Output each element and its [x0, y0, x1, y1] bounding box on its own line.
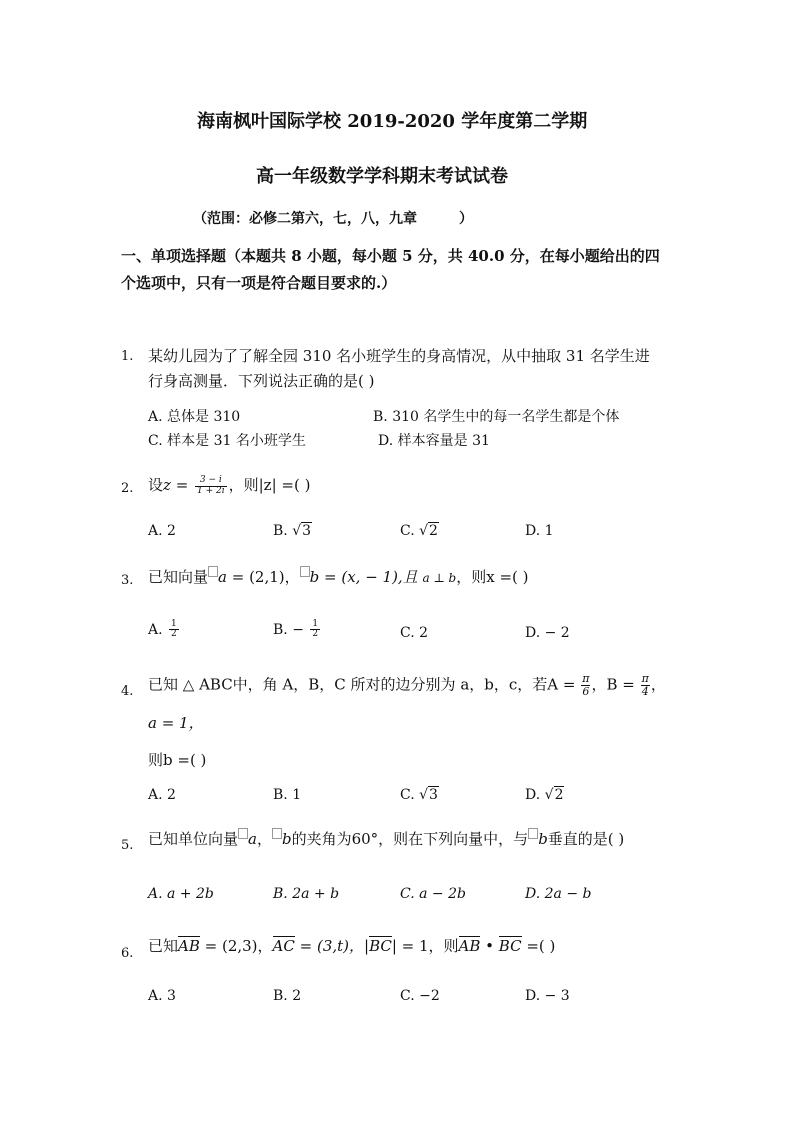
q5-option-a: A. a + 2b [148, 886, 214, 902]
q2-option-a: A. 2 [148, 523, 176, 539]
q4-angle-b-fraction [641, 673, 650, 698]
section-heading-line1: 一、单项选择题（本题共 8 小题，每小题 5 分，共 40.0 分，在每小题给出的四 [121, 247, 660, 265]
q5-option-b: B. 2a + b [273, 886, 340, 902]
q3-option-b-prefix: B. − [273, 621, 309, 638]
q4-angle-a-fraction [581, 673, 590, 698]
q3-option-a [148, 620, 181, 640]
q3-perp-condition: a ⊥ b [422, 571, 457, 585]
q2-option-c-radicand: 2 [429, 523, 438, 539]
q6-stem-p4: | = 1，则 [391, 937, 459, 955]
q6-dot: • [480, 937, 499, 955]
q5-stem-p3: 的夹角为60°，则在下列向量中，与 [291, 830, 529, 848]
section-heading-line2: 个选项中，只有一项是符合题目要求的.） [121, 274, 397, 292]
q2-equals: = [170, 476, 194, 494]
q5-stem [148, 828, 624, 849]
q2-stem [148, 474, 310, 496]
q4-stem-line2: a = 1， [148, 714, 204, 732]
q3-stem [148, 566, 529, 587]
q4-stem-line3: 则b =( ) [148, 751, 207, 769]
q4-stem-p1: 已知 △ ABC中，角 A，B，C 所对的边分别为 a，b，c，若A = [148, 675, 581, 694]
sqrt-icon: √3 [419, 787, 438, 803]
q2-option-d: D. 1 [525, 523, 554, 539]
q4-number: 4. [121, 684, 134, 699]
vector-arrow-icon [272, 828, 282, 839]
q6-vector-bc: BC [369, 937, 392, 955]
q3-option-a-denominator: 2 [171, 629, 177, 640]
q6-stem-p3: = (3,t)，| [294, 937, 370, 955]
q6-stem-p1: 已知 [148, 937, 179, 955]
q2-variable-z: z [163, 476, 171, 494]
q4-option-c-radicand: 3 [429, 787, 438, 803]
q3-stem-p3: = (x, − 1),且 [319, 568, 423, 586]
q4-stem-p2: ，B = [591, 675, 640, 694]
q2-option-b-radicand: 3 [302, 523, 312, 539]
q5-vector-a: a [248, 830, 257, 848]
q3-option-c: C. 2 [400, 625, 429, 641]
exam-scope: （范围：必修二第六，七，八，九章 ） [193, 211, 473, 227]
q2-option-c [400, 523, 439, 539]
q3-option-a-fraction [169, 620, 179, 640]
q2-number: 2. [121, 481, 134, 496]
sqrt-icon: √3 [292, 523, 312, 539]
q3-option-b-numerator: 1 [312, 619, 319, 629]
q3-option-a-prefix: A. [148, 621, 168, 638]
q2-stem-prefix: 设 [148, 476, 164, 494]
q6-vector-ac: AC [272, 937, 295, 955]
exam-subject-title: 高一年级数学学科期末考试试卷 [256, 166, 508, 187]
q4-stem-p3: ， [650, 675, 666, 694]
q3-number: 3. [121, 573, 134, 588]
q3-vector-a: a [218, 568, 227, 586]
q4-option-d-radicand: 2 [554, 787, 564, 803]
q4-angle-b-denominator: 4 [641, 685, 649, 699]
q3-option-b-denominator: 2 [312, 629, 319, 640]
q1-option-d: D. 样本容量是 31 [378, 433, 490, 449]
q1-option-b: B. 310 名学生中的每一名学生都是个体 [373, 409, 620, 425]
q3-stem-p2: = (2,1)， [226, 568, 300, 586]
q6-option-d: D. − 3 [525, 988, 570, 1004]
q2-option-b [273, 523, 312, 539]
q2-option-b-prefix: B. [273, 523, 293, 539]
q3-option-d: D. − 2 [525, 625, 570, 641]
q1-stem-line2: 行身高测量．下列说法正确的是( ) [148, 372, 375, 390]
q6-vector-ab: AB [178, 937, 200, 955]
q1-number: 1. [121, 349, 134, 364]
vector-arrow-icon [208, 566, 218, 577]
q4-option-c [400, 787, 439, 803]
q1-option-a: A. 总体是 310 [148, 409, 241, 425]
q4-angle-b-numerator: π [641, 672, 649, 685]
q6-vector-ab2: AB [458, 937, 481, 955]
q6-option-b: B. 2 [273, 988, 302, 1004]
q2-fraction-numerator: 3 − i [195, 476, 227, 486]
q4-option-c-prefix: C. [400, 787, 420, 803]
q6-stem-p5: =( ) [521, 937, 556, 955]
q6-number: 6. [121, 946, 134, 961]
q5-option-c: C. a − 2b [400, 886, 466, 902]
q1-option-c: C. 样本是 31 名小班学生 [148, 433, 306, 449]
q3-option-b-fraction [310, 620, 320, 640]
q3-stem-p1: 已知向量 [148, 568, 209, 586]
q3-stem-p4: ，则x =( ) [456, 568, 529, 586]
exam-school-title: 海南枫叶国际学校 2019-2020 学年度第二学期 [197, 111, 588, 132]
q5-stem-p1: 已知单位向量 [148, 830, 239, 848]
q1-stem-line1: 某幼儿园为了了解全园 310 名小班学生的身高情况，从中抽取 31 名学生进 [148, 347, 650, 365]
q5-number: 5. [121, 838, 134, 853]
q2-fraction [195, 476, 227, 496]
vector-arrow-icon [300, 566, 310, 577]
sqrt-icon: √2 [544, 787, 564, 803]
q5-vector-b2: b [538, 830, 548, 848]
q2-option-c-prefix: C. [400, 523, 420, 539]
q3-option-a-numerator: 1 [171, 619, 177, 629]
q6-option-a: A. 3 [148, 988, 176, 1004]
sqrt-icon: √2 [419, 523, 438, 539]
q6-stem-p2: = (2,3)， [199, 937, 273, 955]
vector-arrow-icon [238, 828, 248, 839]
q4-stem-line1 [148, 673, 666, 698]
q3-vector-b: b [309, 568, 320, 586]
q5-option-d: D. 2a − b [525, 886, 592, 902]
q6-stem [148, 935, 555, 956]
q5-stem-p2: ， [256, 830, 272, 848]
q2-fraction-denominator: 1 + 2i [197, 485, 225, 496]
q6-option-c: C. −2 [400, 988, 440, 1004]
q6-vector-bc2: BC [498, 937, 522, 955]
q4-option-b: B. 1 [273, 787, 302, 803]
q5-stem-p4: 垂直的是( ) [547, 830, 625, 848]
q4-option-d [525, 787, 564, 803]
vector-arrow-icon [528, 828, 538, 839]
q5-vector-b: b [281, 830, 292, 848]
q4-option-d-prefix: D. [525, 787, 545, 803]
q3-option-b [273, 620, 322, 640]
q2-stem-suffix: ，则|z| =( ) [228, 476, 311, 494]
q4-option-a: A. 2 [148, 787, 176, 803]
q4-angle-a-numerator: π [582, 672, 590, 685]
q4-angle-a-denominator: 6 [582, 685, 590, 699]
